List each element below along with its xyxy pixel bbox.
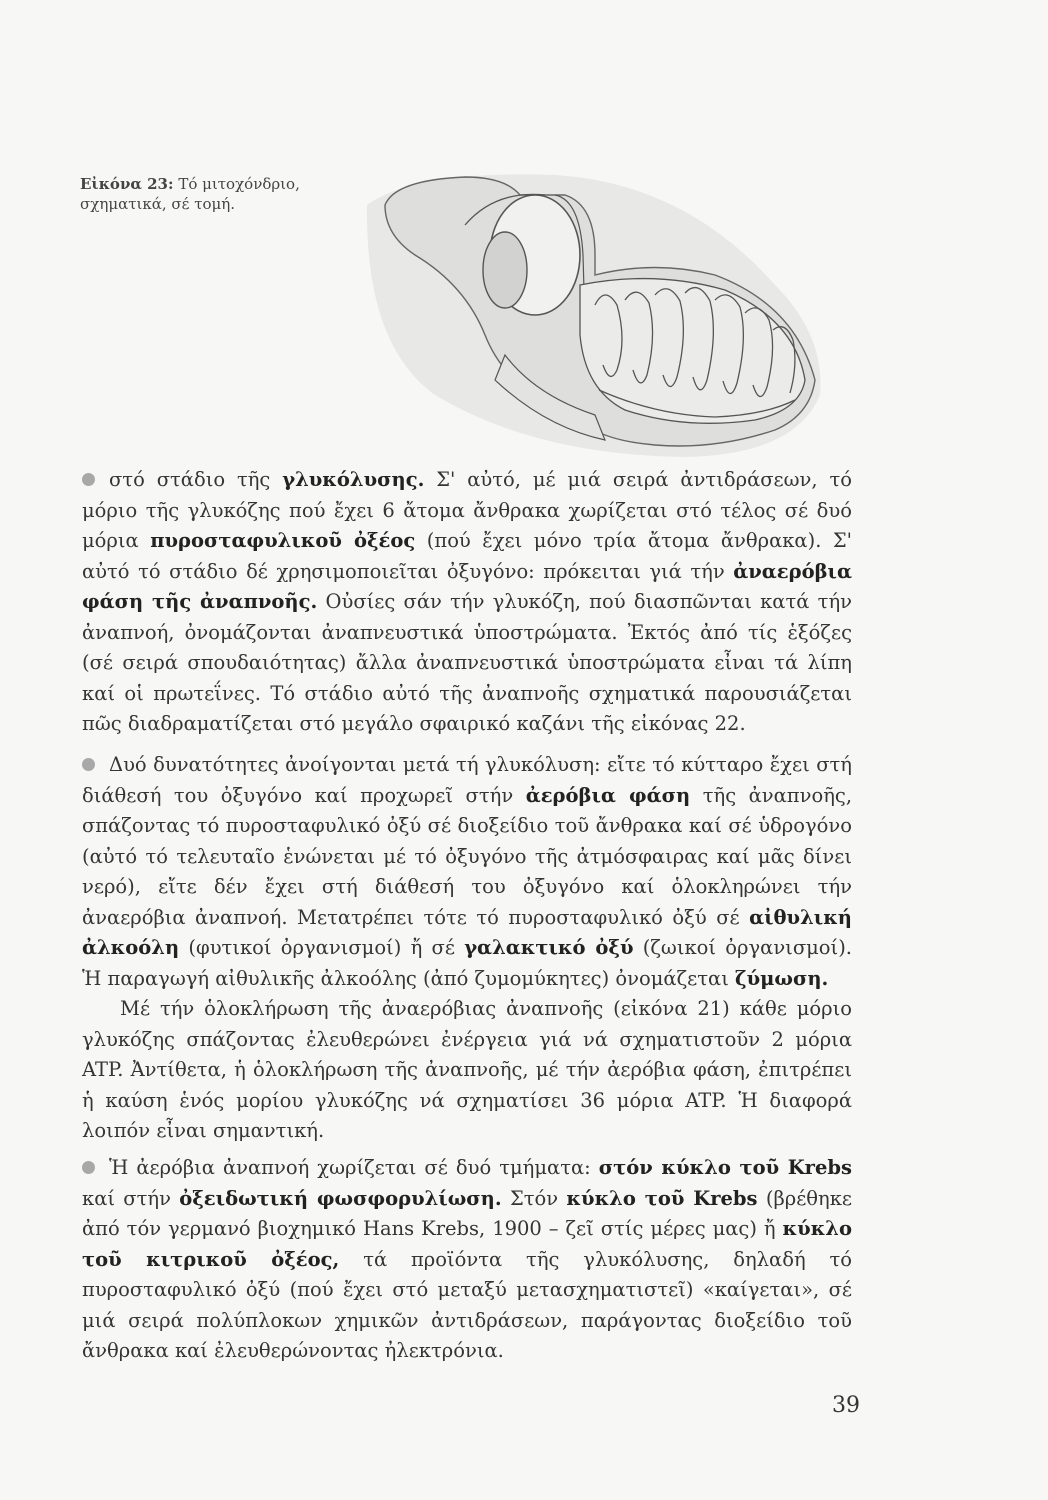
paragraph-atp [82,994,852,1147]
figure-label: Εἰκόνα 23: [80,175,174,193]
bullet-icon [82,473,95,486]
p1-bold-glycolysis: γλυκόλυσης. [282,468,425,491]
p2-text-c: τῆς ἀναπνοῆς, σπάζοντας τό πυροσταφυλικό ὀξύ σέ διοξείδιο τοῦ ἄνθρακα καί σέ ὑδρογόνο (αὐτό τό τελευταῖο ἑνώνεται μέ τό ὀξυγόνο τῆς ἀτμόσφαιρας καί μᾶς δίνει νερό), εἴτε δέν ἔχει στή διάθεσή του ὀξυγόνο καί ὁλοκληρώνει τήν ἀναερόβια ἀναπνοή. Μετατρέπει τότε τό πυροσταφυλικό ὀξύ σέ [82,783,853,929]
p4-text-i: τά προϊόντα τῆς γλυκόλυσης, δηλαδή τό πυροσταφυλικό ὀξύ (πού ἔχει στό μεταξύ μετασχηματιστεῖ) «καίγεται», σέ μιά σειρά πολύπλοκων χημικῶν ἀντιδράσεων, παράγοντας διοξείδιο τοῦ ἄνθρακα καί ἐλευθερώνοντας ἠλεκτρόνια. [82,1247,852,1362]
p1-text-c: Σ' αὐτό, μέ μιά σειρά ἀντιδράσεων, τό μόριο τῆς γλυκόζης πού ἔχει 6 ἄτομα ἄνθρακα χωρίζεται στό τέλος σέ δυό μόρια [82,468,852,552]
page-number: 39 [832,1393,860,1418]
p1-text-g: Οὐσίες σάν τήν γλυκόζη, πού διασπῶνται κατά τήν ἀναπνοή, ὀνομάζονται ἀναπνευστικά ὑποστρώματα. Ἐκτός ἀπό τίς ἑξόζες (σέ σειρά σπουδαιότητας) ἄλλα ἀναπνευστικά ὑποστρώματα εἶναι τά λίπη καί οἱ πρωτεΐνες. Τό στάδιο αὐτό τῆς ἀναπνοῆς σχηματικά παρουσιάζεται πῶς διαδραματίζεται στό μεγάλο σφαιρικό καζάνι τῆς εἰκόνας 22. [82,590,852,735]
mitochondrion-illustration [355,165,835,465]
p1-bold-pyruvic: πυροσταφυλικοῦ ὀξέος [150,529,416,552]
paragraph-two-options [82,750,852,994]
p2-text-g: (ζωικοί ὀργανισμοί). Ἡ παραγωγή αἰθυλικῆς ἀλκοόλης (ἀπό ζυμομύκητες) ὀνομάζεται [82,936,852,990]
bullet-icon [82,1161,95,1174]
p4-bold-krebs: κύκλο τοῦ Krebs [566,1186,758,1210]
p4-bold-oxidative: ὀξειδωτική φωσφορυλίωση. [179,1186,502,1210]
p2-text-a: Δυό δυνατότητες ἀνοίγονται μετά τή γλυκόλυση: εἴτε τό κύτταρο ἔχει στή διάθεσή του ὀξυγόνο καί προχωρεῖ στήν [82,753,852,807]
p1-bold-anaerobic: ἀναερόβια φάση τῆς ἀναπνοῆς. [82,559,852,613]
p1-text-e: (πού ἔχει μόνο τρία ἄτομα ἄνθρακα). Σ' αὐτό τό στάδιο δέ χρησιμοποιεῖται ὀξυγόνο: πρόκειται γιά τήν [82,529,853,583]
p4-text-g: (βρέθηκε ἀπό τόν γερμανό βιοχημικό Hans Krebs, 1900 – ζεῖ στίς μέρες μας) ἤ [82,1186,853,1240]
p4-text-a: Ἡ ἀερόβια ἀναπνοή χωρίζεται σέ δυό τμήματα: [109,1156,599,1179]
p2-bold-fermentation: ζύμωση. [735,966,829,990]
p4-text-c: καί στήν [82,1186,180,1210]
p4-bold-citric: κύκλο τοῦ κιτρικοῦ ὀξέος, [82,1217,852,1271]
figure-caption-text: Τό μιτοχόνδριο, σχηματικά, σέ τομή. [80,175,300,213]
p1-text-a: στό στάδιο τῆς [109,468,283,491]
paragraph-krebs [82,1153,852,1367]
p2-bold-aerobic: ἀερόβια φάση [525,783,691,807]
p4-text-e: Στόν [501,1186,567,1210]
p3-text: Μέ τήν ὁλοκλήρωση τῆς ἀναερόβιας ἀναπνοῆς (εἰκόνα 21) κάθε μόριο γλυκόζης σπάζοντας ἐλευθερώνει ἐνέργεια γιά νά σχηματιστοῦν 2 μόρια ATP. Ἀντίθετα, ἡ ὁλοκλήρωση τῆς ἀναπνοῆς, μέ τήν ἀερόβια φάση, ἐπιτρέπει ἡ καύση ἑνός μορίου γλυκόζης νά σχηματίσει 36 μόρια ATP. Ἡ διαφορά λοιπόν εἶναι σημαντική. [82,997,852,1142]
p2-bold-lactic: γαλακτικό ὀξύ [464,936,634,959]
p4-bold-krebs-cycle: στόν κύκλο τοῦ Krebs [598,1156,852,1179]
p2-bold-ethanol: αἰθυλική ἀλκοόλη [82,905,852,959]
bullet-icon [82,758,95,771]
figure-caption [80,174,340,214]
p2-text-e: (φυτικοί ὀργανισμοί) ἤ σέ [179,936,465,959]
paragraph-glycolysis [82,465,852,740]
